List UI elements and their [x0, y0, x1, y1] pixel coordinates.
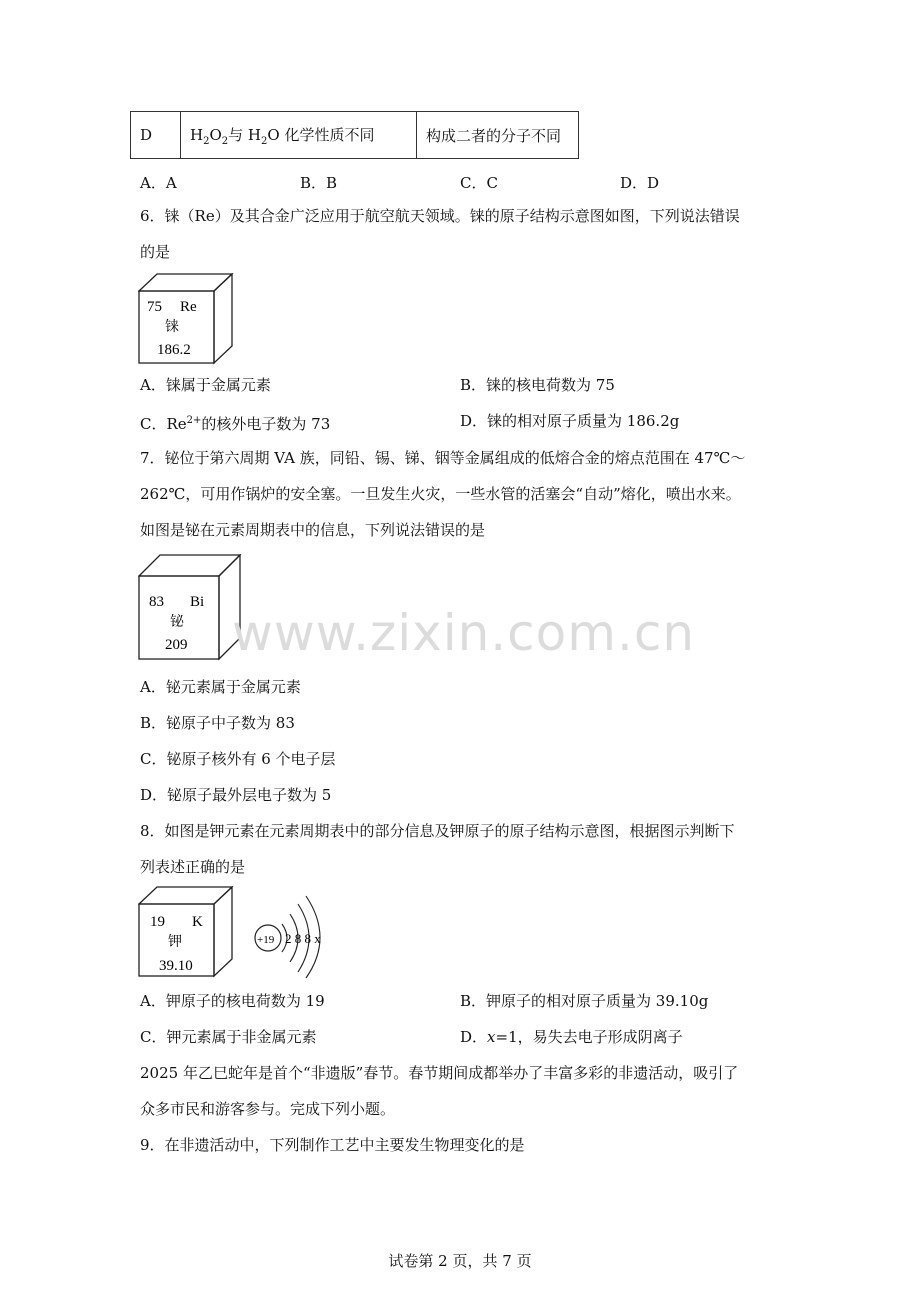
q7-option-a[interactable]: A．铋元素属于金属元素 [140, 678, 301, 696]
q8-option-c[interactable]: C．钾元素属于非金属元素 [140, 1028, 317, 1046]
element-symbol: Re [180, 299, 197, 315]
element-number: 83 [149, 594, 164, 610]
element-mass: 209 [165, 637, 188, 653]
text: O [209, 125, 222, 144]
q5-option-b[interactable]: B．B [300, 174, 338, 192]
text: H [190, 125, 204, 144]
text: C．Re [140, 415, 187, 433]
nucleus-charge: +19 [257, 934, 275, 946]
passage-line1: 2025 年乙巳蛇年是首个“非遗版”春节。春节期间成都举办了丰富多彩的非遗活动，吸引了 [140, 1064, 739, 1082]
q5-option-d[interactable]: D．D [620, 174, 660, 192]
text: 与 H [228, 125, 262, 144]
element-name: 铼 [165, 319, 179, 335]
variable-x: x [487, 1028, 496, 1046]
superscript: 2+ [186, 415, 202, 426]
passage-line2: 众多市民和游客参与。完成下列小题。 [140, 1100, 396, 1118]
q7-stem-line1: 7．铋位于第六周期 VA 族，同铅、锡、锑、铟等金属组成的低熔合金的熔点范围在 47℃～ [140, 449, 746, 467]
element-mass: 186.2 [157, 342, 191, 358]
element-number: 19 [150, 914, 165, 930]
q7-stem-line3: 如图是铋在元素周期表中的信息，下列说法错误的是 [140, 521, 486, 539]
q7-option-d[interactable]: D．铋原子最外层电子数为 5 [140, 786, 332, 804]
atom-structure-diagram [252, 892, 344, 980]
q6-option-d[interactable]: D．铼的相对原子质量为 186.2g [460, 412, 680, 430]
element-card-bi [138, 554, 242, 662]
element-card-k [138, 886, 234, 978]
element-number: 75 [147, 299, 162, 315]
element-name: 铋 [170, 614, 184, 630]
table-cell-label: D [131, 112, 181, 159]
q7-stem-line2: 262℃，可用作锅炉的安全塞。一旦发生火灾，一些水管的活塞会“自动”熔化，喷出水来。 [140, 485, 741, 503]
q8-stem-line1: 8．如图是钾元素在元素周期表中的部分信息及钾原子的原子结构示意图，根据图示判断下 [140, 822, 735, 840]
q8-option-a[interactable]: A．钾原子的核电荷数为 19 [140, 992, 325, 1010]
q6-option-b[interactable]: B．铼的核电荷数为 75 [460, 376, 615, 394]
text: O 化学性质不同 [267, 125, 375, 144]
q8-stem-line2: 列表述正确的是 [140, 858, 246, 876]
q5-option-a[interactable]: A．A [140, 174, 177, 192]
element-symbol: Bi [190, 594, 205, 610]
q9-stem: 9．在非遗活动中，下列制作工艺中主要发生物理变化的是 [140, 1136, 525, 1154]
text: D． [460, 1028, 488, 1046]
subscript: 2 [221, 135, 229, 147]
table-cell-explanation: 构成二者的分子不同 [417, 112, 579, 159]
q6-stem-line2: 的是 [140, 243, 171, 261]
element-symbol: K [192, 914, 203, 930]
electron-counts: 2 8 8 x [285, 931, 321, 946]
element-card-re [138, 273, 234, 365]
watermark: www.zixin.com.cn [232, 604, 696, 662]
table-row [131, 112, 579, 159]
q7-option-b[interactable]: B．铋原子中子数为 83 [140, 714, 295, 732]
answer-table [130, 111, 579, 159]
text: 的核外电子数为 73 [201, 415, 331, 433]
page-footer: 试卷第 2 页，共 7 页 [388, 1252, 532, 1270]
q8-option-b[interactable]: B．钾原子的相对原子质量为 39.10g [460, 992, 709, 1010]
q8-option-d[interactable] [460, 1027, 683, 1047]
subscript: 2 [261, 135, 268, 147]
q6-option-c[interactable] [140, 411, 330, 434]
q6-stem-line1: 6．铼（Re）及其合金广泛应用于航空航天领域。铼的原子结构示意图如图，下列说法错误 [140, 207, 740, 225]
q6-option-a[interactable]: A．铼属于金属元素 [140, 376, 271, 394]
q7-option-c[interactable]: C．铋原子核外有 6 个电子层 [140, 750, 336, 768]
element-mass: 39.10 [159, 958, 193, 974]
table-cell-statement [181, 112, 417, 159]
subscript: 2 [203, 135, 210, 147]
q5-option-c[interactable]: C．C [460, 174, 498, 192]
text: =1，易失去电子形成阴离子 [495, 1028, 683, 1046]
element-name: 钾 [168, 934, 182, 950]
